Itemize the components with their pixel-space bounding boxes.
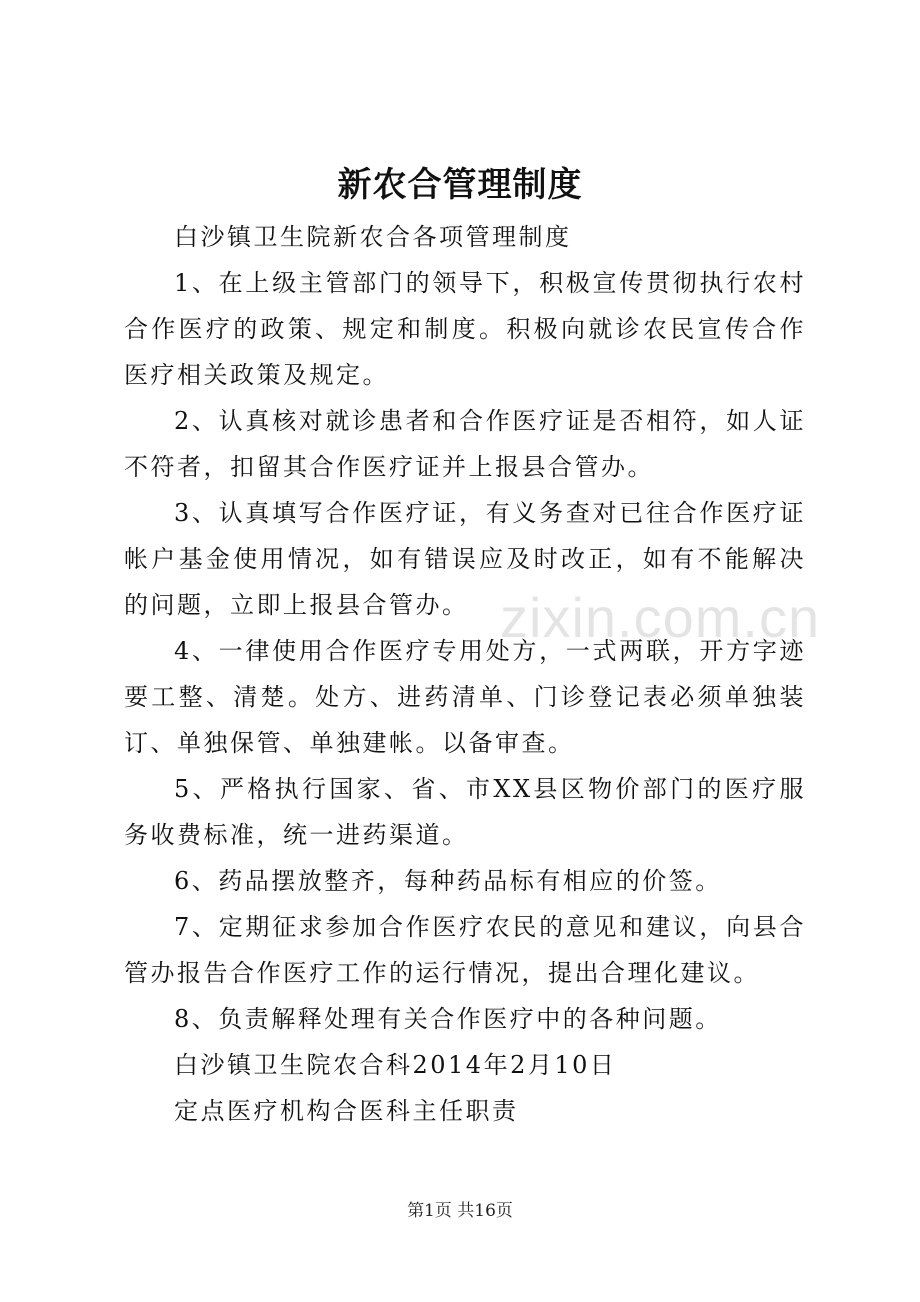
paragraph-item-4: 4、一律使用合作医疗专用处方，一式两联，开方字迹要工整、清楚。处方、进药清单、门诊登记表必须单独装订、单独保管、单独建帐。以备审查。 — [124, 637, 806, 757]
page-number-footer: 第1页 共16页 — [407, 1201, 513, 1221]
paragraph-subtitle: 白沙镇卫生院新农合各项管理制度 — [174, 223, 572, 251]
paragraph-item-8: 8、负责解释处理有关合作医疗中的各种问题。 — [174, 1005, 722, 1033]
document-title: 新农合管理制度 — [337, 165, 583, 205]
watermark: zixin.com.cn — [500, 586, 821, 649]
paragraph-item-6: 6、药品摆放整齐，每种药品标有相应的价签。 — [174, 867, 722, 895]
paragraph-next-heading: 定点医疗机构合医科主任职责 — [174, 1097, 519, 1125]
paragraph-item-1: 1、在上级主管部门的领导下，积极宣传贯彻执行农村合作医疗的政策、规定和制度。积极向就诊农民宣传合作医疗相关政策及规定。 — [124, 269, 806, 389]
paragraph-item-7: 7、定期征求参加合作医疗农民的意见和建议，向县合管办报告合作医疗工作的运行情况，提出合理化建议。 — [124, 913, 806, 987]
paragraph-item-2: 2、认真核对就诊患者和合作医疗证是否相符，如人证不符者，扣留其合作医疗证并上报县合管办。 — [124, 407, 806, 481]
paragraph-item-5: 5、严格执行国家、省、市XX县区物价部门的医疗服务收费标准，统一进药渠道。 — [124, 775, 806, 849]
document-body — [124, 214, 806, 1134]
paragraph-item-3: 3、认真填写合作医疗证，有义务查对已往合作医疗证帐户基金使用情况，如有错误应及时改正，如有不能解决的问题，立即上报县合管办。 — [124, 499, 806, 619]
paragraph-signature: 白沙镇卫生院农合科2014年2月10日 — [174, 1051, 617, 1079]
